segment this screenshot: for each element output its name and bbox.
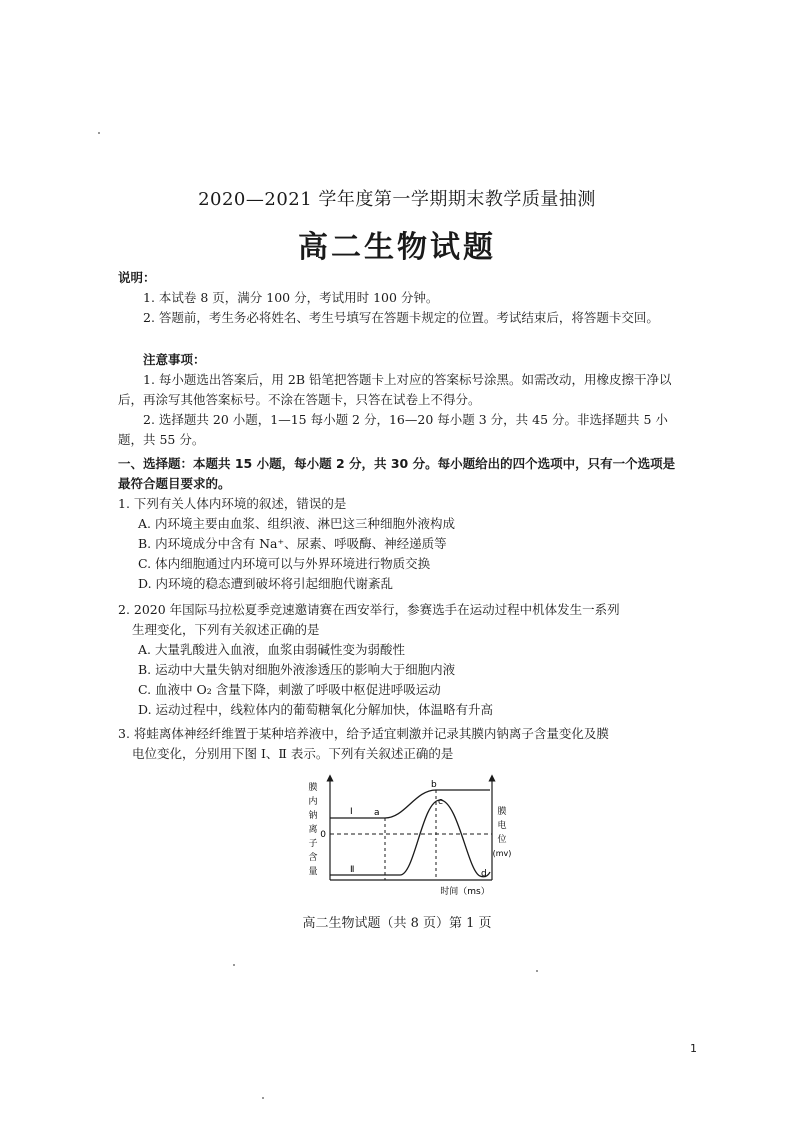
y-right-label-unit: (mv) [492, 849, 512, 858]
page-footer: 高二生物试题（共 8 页）第 1 页 [302, 916, 492, 931]
option-b: B. 运动中大量失钠对细胞外液渗透压的影响大于细胞内液 [138, 662, 456, 677]
scan-speck [233, 964, 235, 966]
option-d: D. 运动过程中，线粒体内的葡萄糖氧化分解加快，体温略有升高 [138, 702, 494, 717]
option-a: A. 大量乳酸进入血液，血浆由弱碱性变为弱酸性 [138, 642, 405, 657]
curve-sodium-content [330, 790, 490, 818]
page-number: 1 [690, 1042, 697, 1055]
y-left-label-char: 含 [308, 853, 318, 863]
note-item: 1. 每小题选出答案后，用 2B 铅笔把答题卡上对应的答案标号涂黑。如需改动，用橡皮擦干净以后，再涂写其他答案标号。不涂在答题卡，只答在试卷上不得分。 [118, 372, 672, 407]
option-c: C. 血液中 O₂ 含量下降，刺激了呼吸中枢促进呼吸运动 [138, 682, 441, 697]
question-2 [118, 600, 678, 720]
membrane-figure [300, 772, 515, 902]
scan-speck [536, 970, 538, 972]
question-stem: 1. 下列有关人体内环境的叙述，错误的是 [118, 496, 347, 511]
option-d: D. 内环境的稳态遭到破坏将引起细胞代谢紊乱 [138, 576, 394, 591]
point-label-c: c [438, 797, 443, 807]
point-label-d: d [481, 869, 487, 879]
y-right-label-char: 位 [497, 835, 507, 845]
x-axis-label: 时间（ms） [440, 887, 490, 897]
y-left-label-char: 子 [308, 839, 318, 849]
question-stem-continued: 生理变化，下列有关叙述正确的是 [132, 622, 320, 637]
y-right-label-char: 膜 [497, 807, 507, 817]
scan-speck [262, 1097, 264, 1099]
option-c: C. 体内细胞通过内环境可以与外界环境进行物质交换 [138, 556, 431, 571]
notes [118, 350, 678, 450]
question-3 [118, 724, 678, 764]
section-heading: 一、选择题：本题共 15 小题，每小题 2 分，共 30 分。每小题给出的四个选项中，只有一个选项是最符合题目要求的。 [118, 456, 676, 491]
subject-title: 高二生物试题 [298, 230, 496, 265]
curve-label-II: Ⅱ [350, 865, 355, 875]
scan-speck [98, 132, 100, 134]
question-stem: 2. 2020 年国际马拉松夏季竞速邀请赛在西安举行，参赛选手在运动过程中机体发生一系列 [118, 602, 620, 617]
instructions [118, 268, 678, 328]
instructions-heading: 说明： [118, 270, 156, 285]
exam-title: 2020—2021 学年度第一学期期末教学质量抽测 [198, 189, 596, 210]
question-1 [118, 494, 678, 594]
y-left-label-char: 离 [308, 825, 318, 835]
y-left-label-char: 量 [308, 867, 318, 877]
note-item: 2. 选择题共 20 小题，1—15 每小题 2 分，16—20 每小题 3 分，共 45 分。非选择题共 5 小题，共 55 分。 [118, 412, 668, 447]
y-left-label-char: 内 [308, 797, 318, 807]
notes-heading: 注意事项： [143, 352, 206, 367]
option-a: A. 内环境主要由血浆、组织液、淋巴这三种细胞外液构成 [138, 516, 455, 531]
question-stem: 3. 将蛙离体神经纤维置于某种培养液中，给予适宜刺激并记录其膜内钠离子含量变化及膜 [118, 726, 609, 741]
question-stem-continued: 电位变化，分别用下图 Ⅰ、Ⅱ 表示。下列有关叙述正确的是 [132, 746, 454, 761]
curve-label-I: Ⅰ [350, 807, 353, 817]
point-label-b: b [431, 780, 437, 790]
zero-label: 0 [320, 830, 326, 840]
instruction-item: 2. 答题前，考生务必将姓名、考生号填写在答题卡规定的位置。考试结束后，将答题卡交回。 [143, 310, 659, 325]
option-b: B. 内环境成分中含有 Na⁺、尿素、呼吸酶、神经递质等 [138, 536, 447, 551]
y-right-label-char: 电 [497, 821, 507, 831]
instruction-item: 1. 本试卷 8 页，满分 100 分，考试用时 100 分钟。 [143, 290, 439, 305]
y-left-label-char: 钠 [308, 811, 318, 821]
y-left-label-char: 膜 [308, 783, 318, 793]
point-label-a: a [374, 808, 380, 818]
